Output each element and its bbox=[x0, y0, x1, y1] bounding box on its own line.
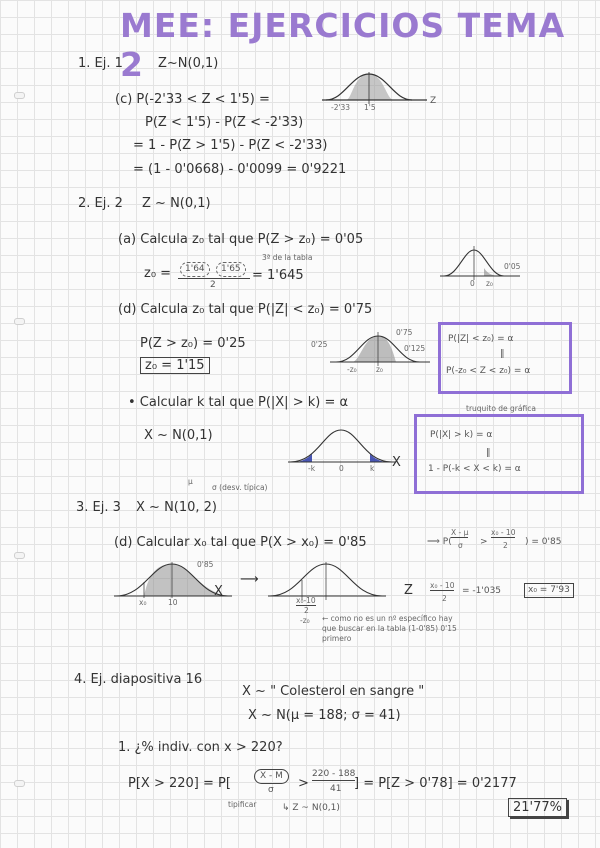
ex2-d-fig-tick-neg: -z₀ bbox=[347, 365, 357, 374]
ex1-fig-tick-left: -2'33 bbox=[331, 103, 351, 112]
ex4-eq-den2: 41 bbox=[330, 784, 342, 794]
highlight-box-1 bbox=[438, 322, 572, 394]
ex4-eq-num1: X - M bbox=[254, 769, 289, 784]
ex3-fig1-variable: X bbox=[214, 584, 223, 599]
highlight-box-2 bbox=[414, 414, 584, 494]
ex3-fig1-tick-x0: x₀ bbox=[139, 598, 147, 607]
ex3-d-frac1-den: σ bbox=[458, 541, 463, 550]
ex1-line-4: = (1 - 0'0668) - 0'0099 = 0'9221 bbox=[133, 162, 347, 177]
ex4-line-2: X ~ N(μ = 188; σ = 41) bbox=[248, 708, 401, 723]
ex1-distribution: Z~N(0,1) bbox=[158, 56, 219, 71]
ex2-distribution: Z ~ N(0,1) bbox=[142, 196, 211, 211]
ex3-arrow: ⟶ bbox=[240, 572, 259, 587]
ex2-b-fig-tick-0: 0 bbox=[339, 464, 344, 473]
ex2-a-note: 3ª de la tabla bbox=[262, 253, 313, 262]
ex2-a-fraction-bar bbox=[178, 278, 250, 279]
box2-equals: ‖ bbox=[486, 448, 491, 458]
ex4-eq-den1: σ bbox=[268, 785, 274, 795]
ex2-a-statement: (a) Calcula z₀ tal que P(Z > z₀) = 0'05 bbox=[118, 232, 364, 247]
ex3-fig2-sub: -z₀ bbox=[300, 616, 310, 625]
ex4-line-1: X ~ " Colesterol en sangre " bbox=[242, 684, 425, 699]
ex2-b-fig-variable: X bbox=[392, 455, 401, 470]
ex3-mu-annotation: μ bbox=[188, 477, 193, 486]
ex1-line-1: (c) P(-2'33 < Z < 1'5) = bbox=[115, 92, 270, 107]
binder-hole bbox=[14, 92, 25, 99]
ex4-eq-num2: 220 - 188 bbox=[312, 769, 356, 779]
ex3-fig2-variable: Z bbox=[404, 583, 413, 598]
ex4-eq-part-a: P[X > 220] = P[ bbox=[128, 776, 231, 791]
ex2-a-denominator: 2 bbox=[210, 280, 216, 290]
ex2-d-result: z₀ = 1'15 bbox=[140, 357, 210, 374]
ex3-sigma-annotation: σ (desv. típica) bbox=[212, 483, 268, 492]
ex3-result: x₀ = 7'93 bbox=[524, 583, 574, 598]
ex4-eq-part-c: ] = P[Z > 0'78] = 0'2177 bbox=[354, 776, 517, 791]
ex4-question: 1. ¿% indiv. con x > 220? bbox=[118, 740, 283, 755]
ex2-d-equation: P(Z > z₀) = 0'25 bbox=[140, 336, 246, 351]
ex1-line-3: = 1 - P(Z > 1'5) - P(Z < -2'33) bbox=[133, 138, 328, 153]
ex1-line-2: P(Z < 1'5) - P(Z < -2'33) bbox=[145, 115, 304, 130]
ex2-d-statement: (d) Calcula z₀ tal que P(|Z| < z₀) = 0'75 bbox=[118, 302, 373, 317]
graph-trick-label: truquito de gráfica bbox=[466, 404, 536, 413]
box1-equals: ‖ bbox=[500, 349, 505, 359]
ex1-fig-variable: Z bbox=[430, 96, 437, 106]
ex2-b-distribution: X ~ N(0,1) bbox=[144, 428, 213, 443]
ex2-a-fig-tick-z0: z₀ bbox=[486, 279, 493, 288]
binder-hole bbox=[14, 318, 25, 325]
ex2-b-statement: • Calcular k tal que P(|X| > k) = α bbox=[128, 395, 349, 410]
ex4-annotation-tipificar: tipificar bbox=[228, 800, 257, 809]
ex2-d-fig-right-prob-1: 0'75 bbox=[396, 328, 413, 337]
ex2-a-fig-prob: 0'05 bbox=[504, 262, 521, 271]
ex2-d-fig-left-prob: 0'25 bbox=[311, 340, 328, 349]
ex4-heading: 4. Ej. diapositiva 16 bbox=[74, 672, 203, 687]
ex4-result: 21'77% bbox=[508, 798, 567, 817]
ex1-fig-tick-right: 1'5 bbox=[364, 103, 376, 112]
ex3-d-transform: ⟹ P( bbox=[427, 537, 452, 547]
ex3-heading: 3. Ej. 3 bbox=[76, 500, 121, 515]
ex2-b-fig-tick-k: k bbox=[370, 464, 375, 473]
ex4-eq-gt: > bbox=[298, 776, 309, 791]
ex3-fig1-prob: 0'85 bbox=[197, 560, 214, 569]
ex2-a-result: = 1'645 bbox=[252, 268, 304, 283]
ex2-a-left: z₀ = bbox=[144, 266, 172, 281]
ex3-d-statement: (d) Calcular x₀ tal que P(X > x₀) = 0'85 bbox=[114, 535, 367, 550]
ex2-b-fig-tick-neg-k: -k bbox=[308, 464, 316, 473]
ex3-fig2-tick-num: x₀-10 bbox=[296, 596, 316, 605]
box1-line-1: P(|Z| < z₀) = α bbox=[448, 334, 514, 344]
ex1-heading: 1. Ej. 1 bbox=[78, 56, 123, 71]
ex3-fig2-tick-den: 2 bbox=[304, 606, 309, 615]
ex3-eq-mid: = -1'035 bbox=[462, 586, 502, 596]
ex3-d-frac2-num: x₀ - 10 bbox=[491, 528, 516, 537]
ex4-annotation-z: ↳ Z ~ N(0,1) bbox=[282, 803, 340, 813]
ex2-a-value-1: 1'64 bbox=[180, 262, 210, 277]
ex3-d-end: ) = 0'85 bbox=[525, 537, 562, 547]
ex3-note: ← como no es un nº específico hay que buscar en la tabla (1-0'85) 0'15 primero bbox=[322, 614, 457, 643]
ex3-bell-curve-figure-z bbox=[268, 558, 388, 606]
ex2-a-fig-tick-0: 0 bbox=[470, 279, 475, 288]
box1-line-2: P(-z₀ < Z < z₀) = α bbox=[446, 366, 531, 376]
ex2-b-bell-curve-figure bbox=[288, 424, 400, 472]
ex2-heading: 2. Ej. 2 bbox=[78, 196, 123, 211]
ex3-d-frac1-num: X - μ bbox=[451, 528, 469, 537]
ex2-a-value-2: 1'65 bbox=[216, 262, 246, 277]
ex3-eq-num: x₀ - 10 bbox=[430, 581, 455, 590]
binder-hole bbox=[14, 552, 25, 559]
ex3-eq-den: 2 bbox=[442, 594, 447, 603]
ex3-distribution: X ~ N(10, 2) bbox=[136, 500, 218, 515]
ex2-d-fig-tick-pos: z₀ bbox=[376, 365, 383, 374]
binder-hole bbox=[14, 780, 25, 787]
ex2-d-fig-right-prob-2: 0'125 bbox=[404, 344, 426, 353]
ex3-d-gt: > bbox=[480, 537, 488, 547]
ex3-d-frac2-den: 2 bbox=[503, 541, 508, 550]
box2-line-2: 1 - P(-k < X < k) = α bbox=[428, 464, 521, 474]
box2-line-1: P(|X| > k) = α bbox=[430, 430, 493, 440]
page-title: MEE: EJERCICIOS TEMA 2 bbox=[120, 6, 566, 84]
ex3-fig1-tick-10: 10 bbox=[168, 598, 178, 607]
